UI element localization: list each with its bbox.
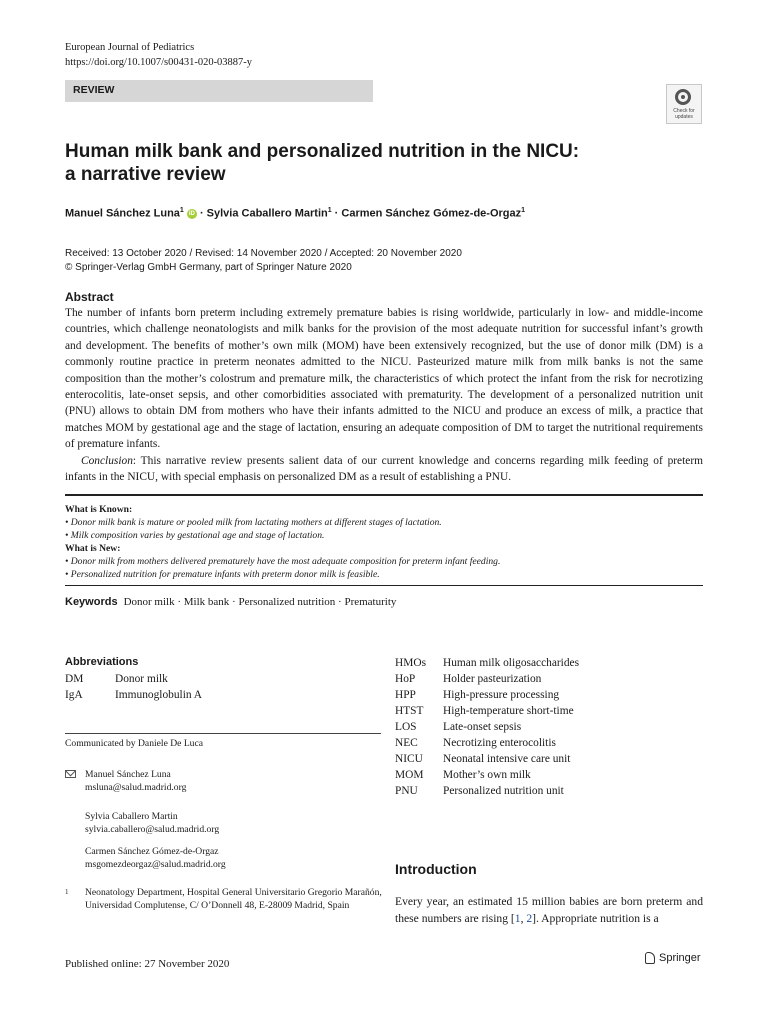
abbr-key: PNU xyxy=(395,785,418,797)
abbr-key: NEC xyxy=(395,737,418,749)
conclusion-label: Conclusion xyxy=(81,454,133,467)
publisher-name: Springer xyxy=(659,952,701,964)
abstract-heading: Abstract xyxy=(65,290,114,304)
check-for-updates-badge[interactable] xyxy=(666,84,702,124)
abbreviation-row xyxy=(395,655,579,671)
author-list xyxy=(65,207,525,220)
abbreviation-row xyxy=(65,687,202,703)
reference-link[interactable]: 2 xyxy=(526,912,533,925)
abbr-key: HoP xyxy=(395,673,416,685)
abbr-value: Mother’s own milk xyxy=(443,769,531,781)
contact-block xyxy=(85,810,385,836)
contact-name: Carmen Sánchez Gómez-de-Orgaz xyxy=(85,846,219,857)
abbreviation-row xyxy=(395,751,579,767)
abbreviations-left xyxy=(65,671,202,703)
introduction-text xyxy=(395,893,703,927)
springer-horse-icon xyxy=(645,952,655,964)
footnote-divider xyxy=(65,733,381,734)
abbreviation-row xyxy=(65,671,202,687)
abbreviation-row xyxy=(395,783,579,799)
contact-name: Manuel Sánchez Luna xyxy=(85,769,171,780)
article-title xyxy=(65,140,705,186)
abbr-key: IgA xyxy=(65,689,83,701)
abbreviation-row xyxy=(395,687,579,703)
contact-block xyxy=(85,845,385,871)
keywords-label: Keywords xyxy=(65,596,118,608)
contact-email[interactable]: sylvia.caballero@salud.madrid.org xyxy=(85,824,220,835)
new-item: • Donor milk from mothers delivered prematurely have the most adequate composition for preterm infant feeding. xyxy=(65,556,501,567)
abstract-conclusion xyxy=(65,453,703,486)
abbr-value: Immunoglobulin A xyxy=(115,689,203,701)
abbr-key: MOM xyxy=(395,769,424,781)
abbr-value: Neonatal intensive care unit xyxy=(443,753,571,765)
divider-top xyxy=(65,494,703,496)
crossmark-label: Check for updates xyxy=(673,108,695,120)
abbr-key: HMOs xyxy=(395,657,427,669)
contact-email[interactable]: msluna@salud.madrid.org xyxy=(85,782,187,793)
abbr-value: Donor milk xyxy=(115,673,168,685)
abbr-value: High-pressure processing xyxy=(443,689,560,701)
crossmark-icon xyxy=(675,89,691,105)
abbr-key: NICU xyxy=(395,753,423,765)
abbreviation-row xyxy=(395,671,579,687)
author-name[interactable]: Carmen Sánchez Gómez-de-Orgaz xyxy=(341,207,522,220)
known-item: • Milk composition varies by gestational age and stage of lactation. xyxy=(65,530,325,541)
abbr-value: Personalized nutrition unit xyxy=(443,785,564,797)
what-is-known-box xyxy=(65,503,703,581)
author-affil-sup: 1 xyxy=(179,207,184,214)
author-affil-sup: 1 xyxy=(521,207,526,214)
abbr-value: Holder pasteurization xyxy=(443,673,542,685)
title-line-1: Human milk bank and personalized nutrition in the NICU: xyxy=(65,141,580,162)
contact-email[interactable]: msgomezdeorgaz@salud.madrid.org xyxy=(85,859,226,870)
article-dates xyxy=(65,247,462,275)
title-line-2: a narrative review xyxy=(65,164,226,185)
keywords xyxy=(65,596,396,608)
introduction-heading: Introduction xyxy=(395,861,477,877)
abstract-body xyxy=(65,305,703,485)
author-affil-sup: 1 xyxy=(327,207,332,214)
abstract-text: The number of infants born preterm including extremely premature babies is rising worldwide, particularly in low- and middle-income countries, which challenge neonatologists and milk banks for the provision of the most adequate nutrition for successful infant’s growth and development. The benefits of mother’s own milk (MOM) have been extensively recognized, but the use of donor milk (DM) is a commonly routine practice in preterm neonates admitted to the NICU. Pasteurized mature milk from milk banks is not the same composition than the mother’s colostrum and premature milk, the characteristics of which protect the infant from the risk for necrotizing enterocolitis, late-onset sepsis, and other comorbidities associated with prematurity. The development of a personalized nutrition unit (PNU) allows to obtain DM from mothers who have their infants admitted to the NICU and produce an excess of milk, a practice that matches MOM by gestational age and the stage of lactation, ensuring an adequate composition of DM to target the nutritional requirements of premature infants. xyxy=(65,307,703,451)
communicated-by: Communicated by Daniele De Luca xyxy=(65,738,203,749)
known-heading: What is Known: xyxy=(65,504,133,515)
abbr-key: HPP xyxy=(395,689,416,701)
abbreviations-heading: Abbreviations xyxy=(65,656,139,668)
contact-name: Sylvia Caballero Martin xyxy=(85,811,178,822)
contact-block xyxy=(85,768,385,794)
author-separator: · xyxy=(196,207,207,220)
abbr-key: HTST xyxy=(395,705,424,717)
known-item: • Donor milk bank is mature or pooled milk from lactating mothers at different stages of lactation. xyxy=(65,517,442,528)
affiliation-text: Neonatology Department, Hospital General Universitario Gregorio Marañón, Universidad Complutense, C/ O’Donnell 48, E-28009 Madrid, Spain xyxy=(85,887,382,911)
abbreviations-right xyxy=(395,655,579,799)
section-label: REVIEW xyxy=(73,84,115,96)
publisher-logo xyxy=(645,952,701,964)
abbr-key: DM xyxy=(65,673,84,685)
affiliation-number: 1 xyxy=(65,888,69,896)
abbreviation-row xyxy=(395,735,579,751)
abbreviation-row xyxy=(395,767,579,783)
reference-link[interactable]: 1 xyxy=(514,912,521,925)
history-dates: Received: 13 October 2020 / Revised: 14 November 2020 / Accepted: 20 November 2020 xyxy=(65,248,462,259)
intro-text-b: , xyxy=(520,912,527,925)
intro-text-a: Every year, an estimated 15 million babies are born preterm and these numbers are rising [ xyxy=(395,895,703,925)
abbr-value: Late-onset sepsis xyxy=(443,721,522,733)
new-item: • Personalized nutrition for premature infants with preterm donor milk is feasible. xyxy=(65,569,380,580)
section-bar xyxy=(65,80,373,102)
keywords-text: Donor milk · Milk bank · Personalized nutrition · Prematurity xyxy=(123,596,397,608)
new-heading: What is New: xyxy=(65,543,121,554)
abbreviation-row xyxy=(395,703,579,719)
doi-link[interactable]: https://doi.org/10.1007/s00431-020-03887-y xyxy=(65,57,253,68)
conclusion-text: : This narrative review presents salient data of our current knowledge and concerns regarding milk feeding of preterm infants in the NICU, with special emphasis on personalized DM as a result of establishing a PNU. xyxy=(65,454,703,484)
abbr-value: Human milk oligosaccharides xyxy=(443,657,580,669)
published-online: Published online: 27 November 2020 xyxy=(65,958,230,970)
orcid-icon[interactable]: iD xyxy=(188,210,195,217)
journal-name: European Journal of Pediatrics xyxy=(65,42,195,53)
abbreviation-row xyxy=(395,719,579,735)
copyright-line: © Springer-Verlag GmbH Germany, part of Springer Nature 2020 xyxy=(65,262,352,273)
author-name[interactable]: Sylvia Caballero Martin xyxy=(206,207,328,220)
abbr-value: Necrotizing enterocolitis xyxy=(443,737,556,749)
intro-text-c: ]. Appropriate nutrition is a xyxy=(532,912,659,925)
author-name[interactable]: Manuel Sánchez Luna xyxy=(65,207,180,220)
abbr-key: LOS xyxy=(395,721,417,733)
envelope-icon xyxy=(65,770,76,778)
abbr-value: High-temperature short-time xyxy=(443,705,574,717)
author-separator: · xyxy=(331,207,342,220)
journal-header xyxy=(65,40,252,70)
divider-bottom xyxy=(65,585,703,586)
